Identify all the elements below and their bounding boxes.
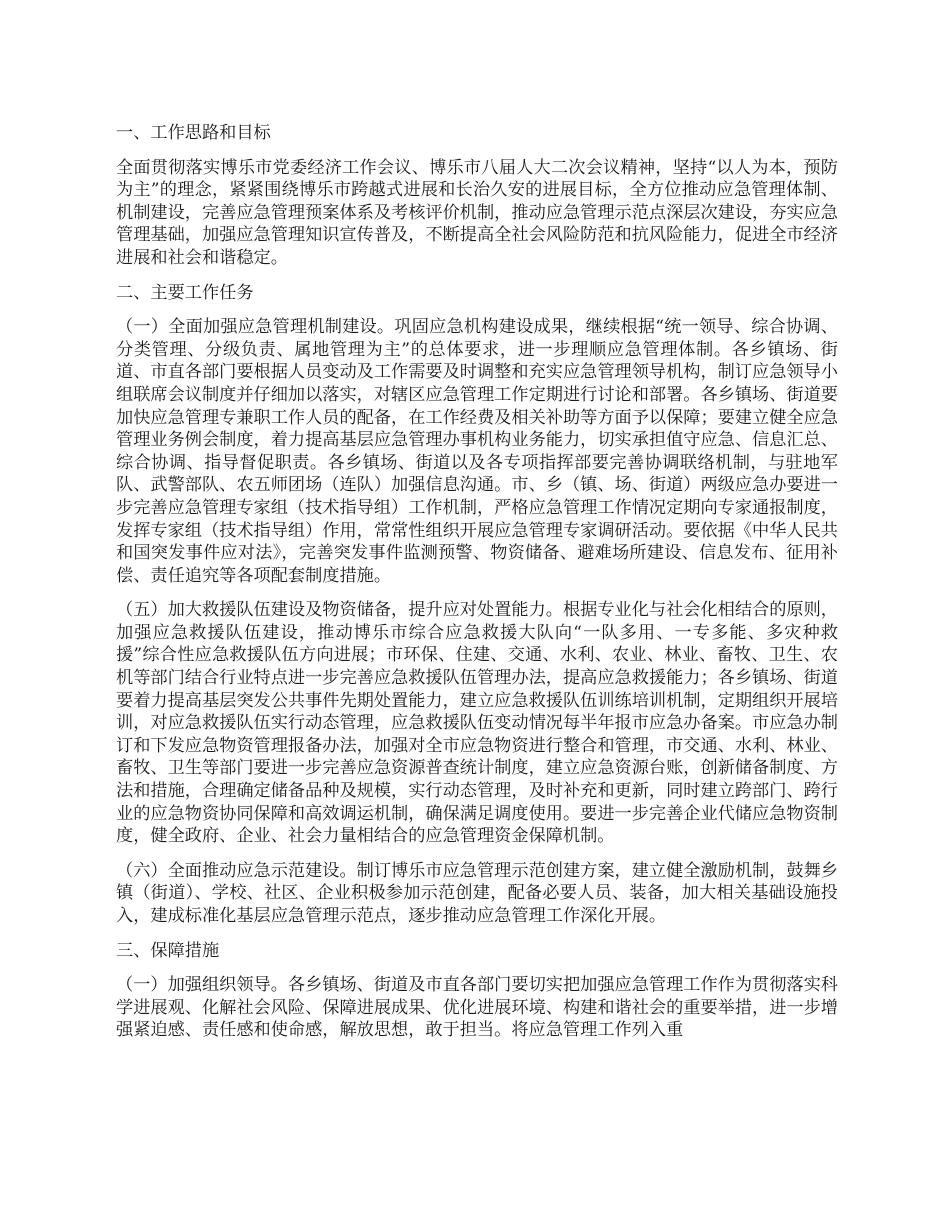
paragraph-task-rescue: （五）加大救援队伍建设及物资储备，提升应对处置能力。根据专业化与社会化相结合的原则，加强应急救援队伍建设，推动博乐市综合应急救援大队向“一队多用、一专多能、多灾种救援”综合性应急救援队伍方向进展；市环保、住建、交通、水利、农业、林业、畜牧、卫生、农机等部门结合行业特点进一步完善应急救援队伍管理办法，提高应急救援能力；各乡镇场、街道要着力提高基层突发公共事件先期处置能力，建立应急救援队伍训练培训机制，定期组织开展培训，对应急救援队伍实行动态管理，应急救援队伍变动情况每半年报市应急办备案。市应急办制订和下发应急物资管理报备办法，加强对全市应急物资进行整合和管理，市交通、水利、林业、畜牧、卫生等部门要进一步完善应急资源普查统计制度，建立应急资源台账，创新储备制度、方法和措施，合理确定储备品种及规模，实行动态管理，及时补充和更新，同时建立跨部门、跨行业的应急物资协同保障和高效调运机制，确保满足调度使用。要进一步完善企业代储应急物资制度，健全政府、企业、社会力量相结合的应急管理资金保障机制。: [116, 600, 838, 847]
paragraph-task-mechanism: （一）全面加强应急管理机制建设。巩固应急机构建设成果，继续根据“统一领导、综合协调、分类管理、分级负责、属地管理为主”的总体要求，进一步理顺应急管理体制。各乡镇场、街道、市直各部门要根据人员变动及工作需要及时调整和充实应急管理领导机构，制订应急领导小组联席会议制度并仔细加以落实，对辖区应急管理工作定期进行讨论和部署。各乡镇场、街道要加快应急管理专兼职工作人员的配备，在工作经费及相关补助等方面予以保障；要建立健全应急管理业务例会制度，着力提高基层应急管理办事机构业务能力，切实承担值守应急、信息汇总、综合协调、指导督促职责。各乡镇场、街道以及各专项指挥部要完善协调联络机制，与驻地军队、武警部队、农五师团场（连队）加强信息沟通。市、乡（镇、场、街道）两级应急办要进一步完善应急管理专家组（技术指导组）工作机制，严格应急管理工作情况定期向专家通报制度，发挥专家组（技术指导组）作用，常常性组织开展应急管理专家调研活动。要依据《中华人民共和国突发事件应对法》，完善突发事件监测预警、物资储备、避难场所建设、信息发布、征用补偿、责任追究等各项配套制度措施。: [116, 317, 838, 586]
document-page: [116, 122, 838, 1054]
paragraph-goals: 全面贯彻落实博乐市党委经济工作会议、博乐市八届人大二次会议精神，坚持“以人为本，预防为主”的理念，紧紧围绕博乐市跨越式进展和长治久安的进展目标，全方位推动应急管理体制、机制建设，完善应急管理预案体系及考核评价机制，推动应急管理示范点深层次建设，夯实应急管理基础，加强应急管理知识宣传普及，不断提高全社会风险防范和抗风险能力，促进全市经济进展和社会和谐稳定。: [116, 157, 838, 268]
section-heading-goals: 一、工作思路和目标: [116, 123, 271, 143]
section-heading-tasks: 二、主要工作任务: [116, 282, 254, 303]
paragraph-task-demonstration: （六）全面推动应急示范建设。制订博乐市应急管理示范创建方案，建立健全激励机制，鼓舞乡镇（街道）、学校、社区、企业积极参加示范创建，配备必要人员、装备，加大相关基础设施投入，建成标准化基层应急管理示范点，逐步推动应急管理工作深化开展。: [116, 860, 838, 926]
section-heading-safeguards: 三、保障措施: [116, 940, 220, 961]
paragraph-safeguard-leadership: （一）加强组织领导。各乡镇场、街道及市直各部门要切实把加强应急管理工作作为贯彻落实科学进展观、化解社会风险、保障进展成果、优化进展环境、构建和谐社会的重要举措，进一步增强紧迫感、责任感和使命感，解放思想，敢于担当。将应急管理工作列入重: [116, 975, 838, 1041]
